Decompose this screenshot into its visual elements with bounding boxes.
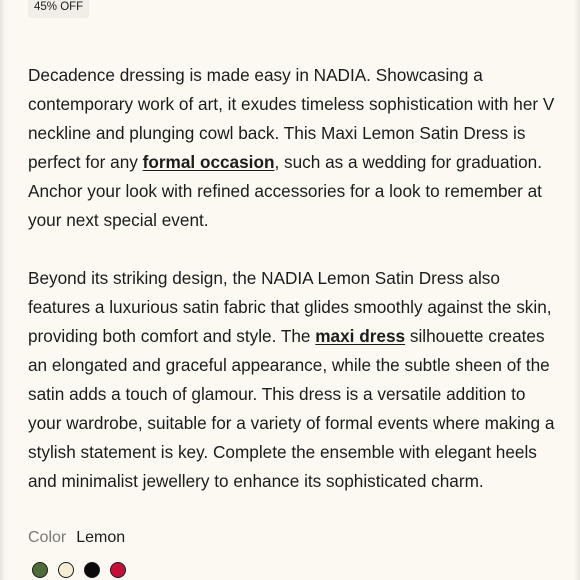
description-paragraph-1 — [28, 61, 558, 235]
discount-badge-text: 45% OFF — [34, 1, 84, 13]
product-description — [28, 61, 558, 496]
selected-color-value: Lemon — [76, 529, 126, 546]
swatch-olive[interactable] — [32, 562, 48, 578]
description-text: silhouette creates an elongated and graceful appearance, while the subtle sheen of the satin adds a touch of glamour. This dress is a versatile addition to your wardrobe, suitable for a variety of formal events where making a stylish statement is key. Complete the ensemble with elegant heels and minimalist jewellery to enhance its sophisticated charm. — [28, 326, 555, 491]
swatch-red[interactable] — [110, 562, 126, 578]
formal-occasion-link[interactable]: formal occasion — [142, 152, 275, 172]
description-text: Beyond its striking design, the NADIA Lemon Satin Dress also features a luxurious satin fabric that glides smoothly against the skin, providing both comfort and style. The — [28, 268, 552, 346]
color-selector-header — [28, 527, 125, 549]
right-edge-shadow — [574, 0, 580, 580]
color-label: Color — [28, 529, 67, 546]
swatch-black[interactable] — [84, 562, 100, 578]
color-swatches — [32, 562, 126, 578]
left-edge-shadow — [0, 0, 6, 580]
discount-badge — [28, 0, 89, 18]
description-paragraph-2 — [28, 264, 558, 496]
swatch-lemon[interactable] — [58, 562, 74, 578]
description-text: , such as a wedding for graduation. Anchor your look with refined accessories for a look to remember at your next special event. — [28, 152, 542, 230]
maxi-dress-link[interactable]: maxi dress — [315, 326, 406, 346]
description-text: Decadence dressing is made easy in NADIA. Showcasing a contemporary work of art, it exudes timeless sophistication with her V neckline and plunging cowl back. This Maxi Lemon Satin Dress is perfect for any — [28, 65, 555, 172]
